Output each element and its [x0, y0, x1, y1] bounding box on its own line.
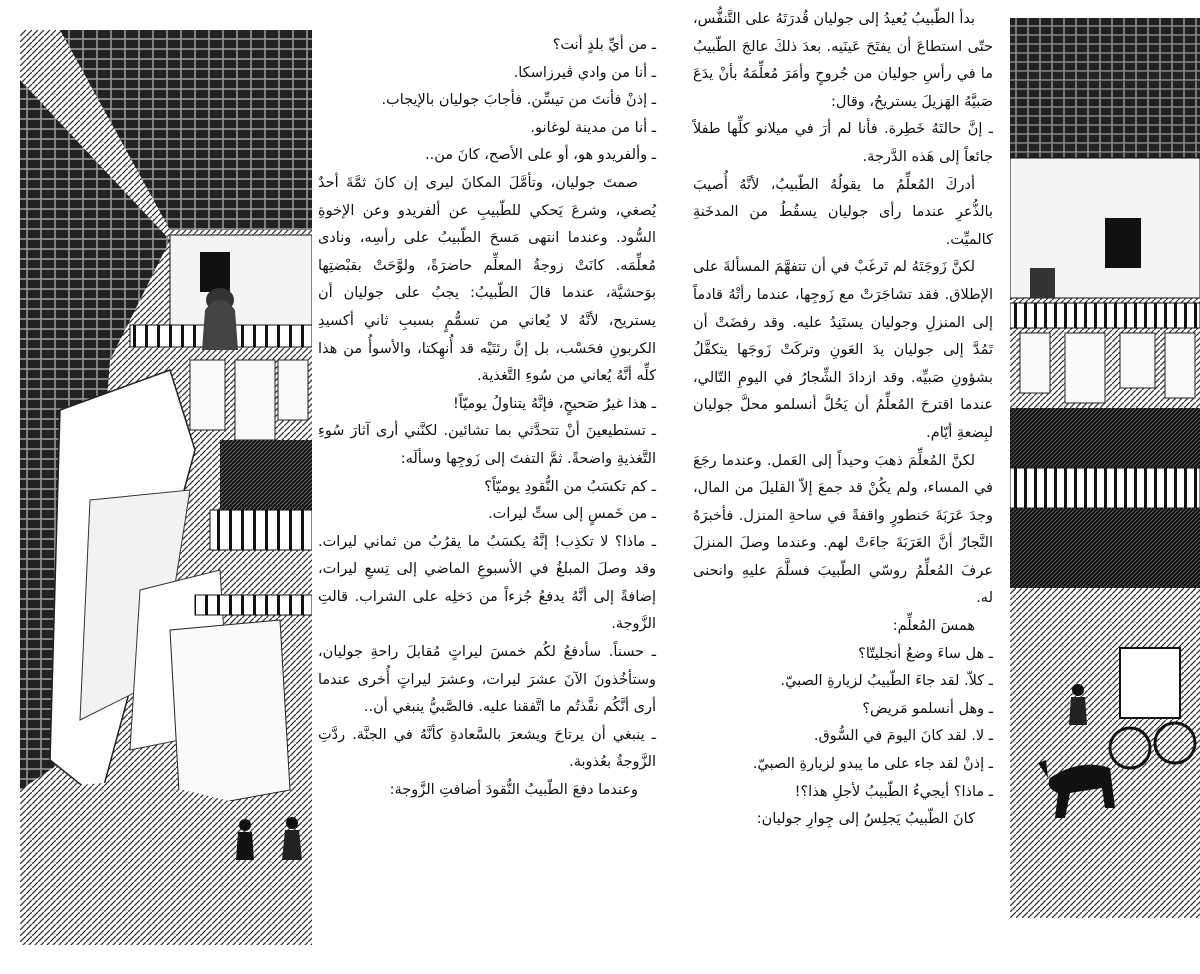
narrative-paragraph: لكنَّ زَوجَتَهُ لم تَرغَبْ في أن تتفهَّمَ المسألةَ على الإطلاق. فقد تشاجَرَتْ مع زَوجِها، عندما رأتْهُ قادماً إلى المنزلِ وجوليان يستَنِدُ عليه. وقد رفضَتْ أن تَمُدَّ إلى جوليان يدَ العَونِ وتركَتْ زَوجَها يتكفَّلُ بشؤونِ صَبيِّه. وقد ازدادَ الشِّجارُ في اليومِ التّالي، عندما اقترحَ المُعلِّمُ أن يَحُلَّ أنسلمو محلَّ جوليان لبِضعةِ أيّام. — [693, 259, 993, 441]
dialogue-line: ـ من أيِّ بلدٍ أنت؟ — [552, 37, 656, 53]
dialogue-line: ـ تستطيعينَ أنْ تتحدَّثي بما تشائين. لكنَّني أرى آثارَ سُوءِ التَّغذيةِ واضحةً. ثمَّ التفتَ إلى زَوجِها وسألَه: — [318, 423, 656, 467]
dialogue-line: ـ إذنْ لقد جاء على ما يبدو لزيارةِ الصبيّ. — [752, 756, 993, 773]
dialogue-line: ـ ماذا؟ أيجيءُ الطّبيبُ لأجلِ هذا؟! — [794, 783, 993, 800]
dialogue-line: ـ هل ساءَ وضعُ أنجليتّا؟ — [858, 645, 993, 662]
narrative-paragraph: وعندما دفعَ الطّبيبُ النُّقودَ أضافتِ الزَّوجة: — [389, 782, 638, 799]
narrative-paragraph: كانَ الطّبيبُ يَجلِسُ إلى جِوارِ جوليان: — [756, 811, 975, 828]
courtyard-carriage-illustration — [1010, 18, 1200, 918]
narrative-paragraph: صمتَ جوليان، وتأمَّلَ المكانَ ليرى إن كانَ ثمَّةَ أحدٌ يُصغي، وشرعَ يَحكي للطّبيبِ عن ألفريدو وعن الإخوةِ السُّود. وعندما انتهى مَسحَ الطّبيبُ على رأسِه، ونادى مُعلِّمَه. كانَتْ زوجةُ المعلِّم حاضرَةً، ولوَّحَتْ بقبْضتِها بوَحشيَّة، عندما قالَ الطّبيبُ: يجبُ على جوليان أن يستريح، لأنَّهُ لا يُعاني من تسمُّمٍ بسببِ ثاني أكسيدِ الكربونِ فحَسْب، بل إنَّ رئتَيْه قد أُنهِكتا، والأسوأُ من هذا كلِّه أنَّهُ يُعاني من سُوءِ التَّغذية. — [318, 174, 656, 385]
dialogue-line: ـ إذنْ فأنتَ من تيسِّن. فأجابَ جوليان بالإيجاب. — [381, 92, 656, 109]
narrative-paragraph: لكنَّ المُعلِّمَ ذهبَ وحيداً إلى العَمل. وعندما رجَعَ في المساء، ولم يكُنْ قد جمعَ إلاّ القليلَ من المال، وجدَ عَرَبَةَ حَنطورٍ واقفةً في ساحةِ المنزل. فأخبرَهُ النَّجارُ أنَّ العَرَبَةَ جاءَتْ لهم. وعندما وصلَ المنزلَ عرفَ المُعلِّمُ روسّي الطّبيبَ فسلَّمَ عليهِ وانحنى له. — [693, 452, 993, 607]
dialogue-line: ـ كم تكسَبُ من النُّقودِ يوميّاً؟ — [484, 478, 656, 495]
dialogue-line: ـ أنا من وادي ڤيرزاسكا. — [513, 64, 656, 81]
narrative-paragraph: أدركَ المُعلِّمُ ما يقولُهُ الطّبيبُ، لأنَّهُ أُصيبَ بالذُّعرِ عندما رأى جوليان يسقُطُ من المدخَنةِ كالميِّت. — [693, 176, 993, 248]
dialogue-line: ـ هذا غيرُ صَحيحٍ، فإنَّهُ يتناولُ يوميّاً! — [452, 395, 656, 412]
dialogue-line: ـ أنا من مدينة لوغانو. — [530, 119, 656, 136]
dialogue-line: ـ وهل أنسلمو مَريض؟ — [862, 700, 993, 717]
dialogue-line: ـ إنَّ حالتَهُ خَطِرة. فأنا لم أرَ في ميلانو كلِّها طفلاً جائعاً إلى هَذه الدَّرجة. — [693, 121, 993, 165]
courtyard-laundry-illustration — [20, 30, 312, 945]
dialogue-line: ـ حسناً. سأدفعُ لكُم خمسَ ليراتٍ مُقابلَ راحةِ جوليان، وستأخُذونَ الآنَ عشرَ ليرات، وعشرَ ليراتٍ أُخرى عندما أرى أنَّكُم نفَّذتُم ما اتَّفقنا عليه. فالصَّبيُّ ينبغي أن.. — [318, 644, 656, 716]
dialogue-line: ـ لا. لقد كانَ اليومَ في السُّوق. — [813, 728, 993, 745]
dialogue-line: ـ ماذا؟ لا تكذِب! إنَّهُ يكسَبُ ما يقرُبُ من ثماني ليرات. وقد وصلَ المبلغُ في الأسبوعِ الماضي إلى تِسعِ ليرات، إضافةً إلى أنَّهُ يدفعُ جُزءاً من دَخلِه على الشراب. قالتِ الزَّوجة. — [318, 533, 656, 633]
right-text-column — [693, 6, 993, 834]
narrative-paragraph: بدأ الطّبيبُ يُعيدُ إلى جوليان قُدرَتَهُ على التَّنفُّس، حتّى استطاعَ أن يفتَحَ عَينَيه. بعدَ ذلكَ عالجَ الطّبيبُ ما في رأسِ جوليان من جُروحٍ وأمَرَ مُعلِّمَهُ بأنْ يدَعَ صَبيَّهُ الهَزيلَ يستريحُ، وقال: — [693, 11, 993, 110]
dialogue-line: ـ ينبغي أن يرتاحَ ويشعرَ بالسَّعادةِ كأنَّهُ في الجنَّة. ردَّتِ الزَّوجةُ بعُذوبة. — [318, 726, 656, 771]
narrative-paragraph: همسَ المُعلِّم: — [892, 618, 975, 635]
dialogue-line: ـ من خَمسٍ إلى ستِّ ليرات. — [488, 506, 656, 523]
dialogue-line: ـ كلاّ. لقد جاءَ الطّبيبُ لزيارةِ الصبيّ. — [780, 673, 993, 690]
left-text-column — [318, 32, 656, 805]
dialogue-line: ـ وألفريدو هو، أو على الأصح، كانَ من.. — [425, 147, 656, 164]
